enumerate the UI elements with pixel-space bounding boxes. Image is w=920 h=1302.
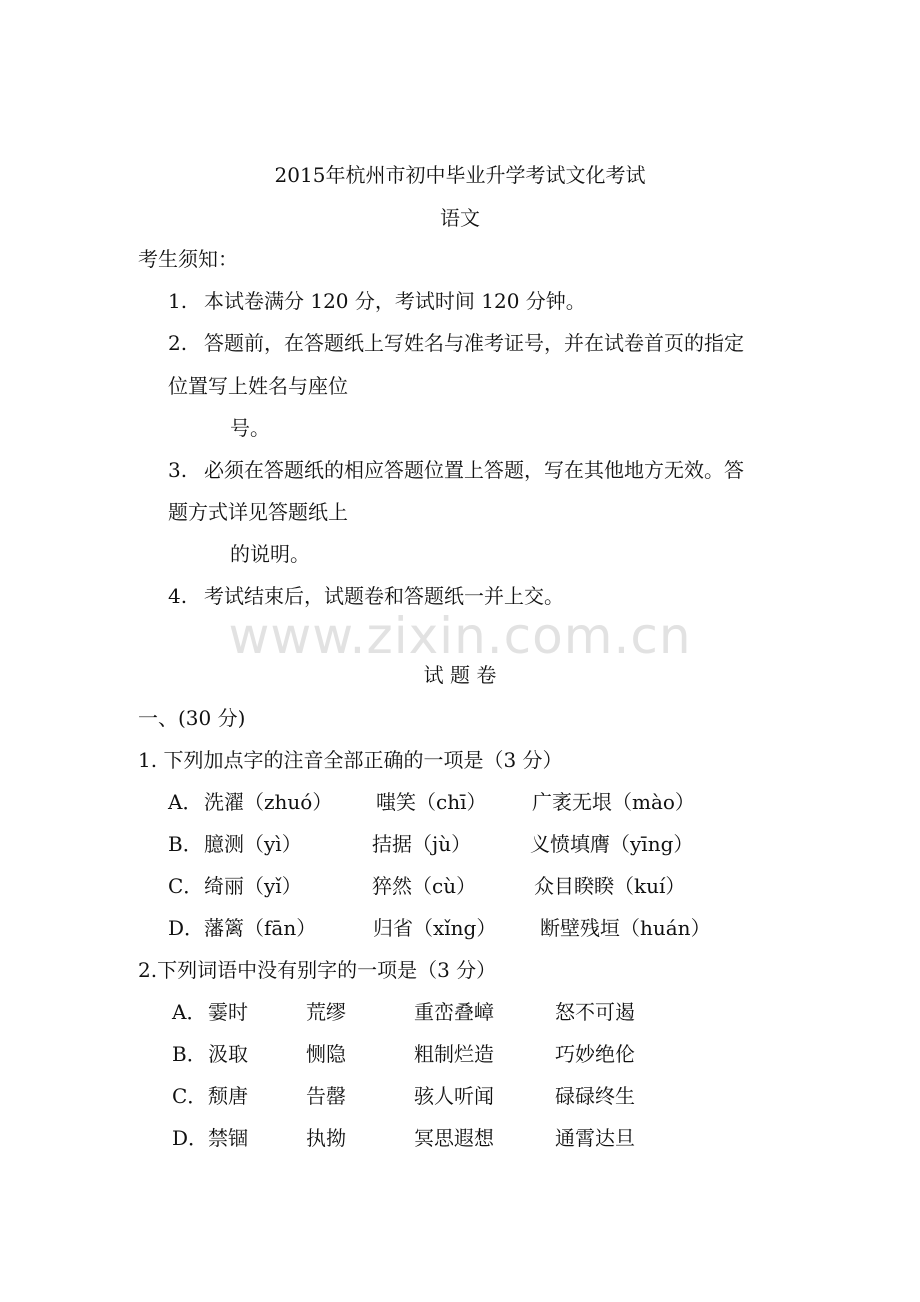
notice-heading: 考生须知： bbox=[138, 247, 238, 271]
option-label: A． bbox=[172, 1000, 207, 1024]
option-item: 洗濯（zhuó） bbox=[204, 790, 333, 814]
option-item: 广袤无垠（mào） bbox=[532, 790, 695, 814]
notice-number: 4. bbox=[168, 584, 188, 608]
option-item: 粗制烂造 bbox=[414, 1042, 494, 1066]
option-item: 恻隐 bbox=[306, 1042, 346, 1066]
option-item: 碌碌终生 bbox=[555, 1084, 635, 1108]
notice-text-continued: 题方式详见答题纸上 bbox=[168, 500, 348, 524]
option-item: 告罄 bbox=[306, 1084, 346, 1108]
option-label: C． bbox=[168, 874, 204, 898]
paper-title: 试 题 卷 bbox=[423, 663, 497, 687]
option-item: 巧妙绝伦 bbox=[555, 1042, 635, 1066]
option-label: B． bbox=[172, 1042, 207, 1066]
option-item: 颓唐 bbox=[208, 1084, 248, 1108]
option-item: 重峦叠嶂 bbox=[414, 1000, 494, 1024]
question-1-stem: 1. 下列加点字的注音全部正确的一项是（3 分） bbox=[138, 748, 563, 772]
option-item: 义愤填膺（yīng） bbox=[530, 832, 694, 856]
option-item: 猝然（cù） bbox=[372, 874, 477, 898]
notice-text-continued: 号。 bbox=[230, 416, 270, 440]
option-label: B． bbox=[168, 832, 203, 856]
notice-text: 必须在答题纸的相应答题位置上答题，写在其他地方无效。答 bbox=[204, 458, 744, 482]
option-item: 通霄达旦 bbox=[555, 1126, 635, 1150]
section-heading: 一、(30 分) bbox=[138, 706, 246, 730]
option-item: 藩篱（fān） bbox=[204, 916, 317, 940]
notice-number: 1. bbox=[168, 289, 188, 313]
exam-title: 2015年杭州市初中毕业升学考试文化考试 bbox=[274, 163, 646, 187]
option-item: 汲取 bbox=[208, 1042, 248, 1066]
notice-text: 本试卷满分 120 分，考试时间 120 分钟。 bbox=[204, 289, 586, 313]
option-item: 断壁残垣（huán） bbox=[540, 916, 711, 940]
option-label: C． bbox=[172, 1084, 208, 1108]
notice-number: 2. bbox=[168, 331, 188, 355]
watermark: www.zixin.com.cn bbox=[228, 607, 692, 665]
option-item: 禁锢 bbox=[208, 1126, 248, 1150]
option-item: 荒缪 bbox=[306, 1000, 346, 1024]
option-item: 执拗 bbox=[306, 1126, 346, 1150]
option-item: 归省（xǐng） bbox=[373, 916, 497, 940]
option-item: 众目睽睽（kuí） bbox=[534, 874, 686, 898]
notice-text-continued: 位置写上姓名与座位 bbox=[168, 374, 348, 398]
option-label: D． bbox=[172, 1126, 209, 1150]
option-item: 绮丽（yǐ） bbox=[204, 874, 302, 898]
option-item: 骇人听闻 bbox=[414, 1084, 494, 1108]
notice-number: 3. bbox=[168, 458, 188, 482]
option-item: 冥思遐想 bbox=[414, 1126, 494, 1150]
option-label: A． bbox=[168, 790, 203, 814]
question-2-stem: 2.下列词语中没有别字的一项是（3 分） bbox=[138, 958, 497, 982]
option-item: 霎时 bbox=[208, 1000, 248, 1024]
subject-title: 语文 bbox=[440, 206, 480, 230]
option-label: D． bbox=[168, 916, 205, 940]
option-item: 怒不可遏 bbox=[555, 1000, 635, 1024]
option-item: 嗤笑（chī） bbox=[376, 790, 487, 814]
notice-text: 答题前，在答题纸上写姓名与准考证号，并在试卷首页的指定 bbox=[204, 331, 744, 355]
notice-text: 考试结束后，试题卷和答题纸一并上交。 bbox=[204, 584, 564, 608]
notice-text-continued: 的说明。 bbox=[230, 542, 310, 566]
option-item: 臆测（yì） bbox=[204, 832, 302, 856]
option-item: 拮据（jù） bbox=[372, 832, 472, 856]
